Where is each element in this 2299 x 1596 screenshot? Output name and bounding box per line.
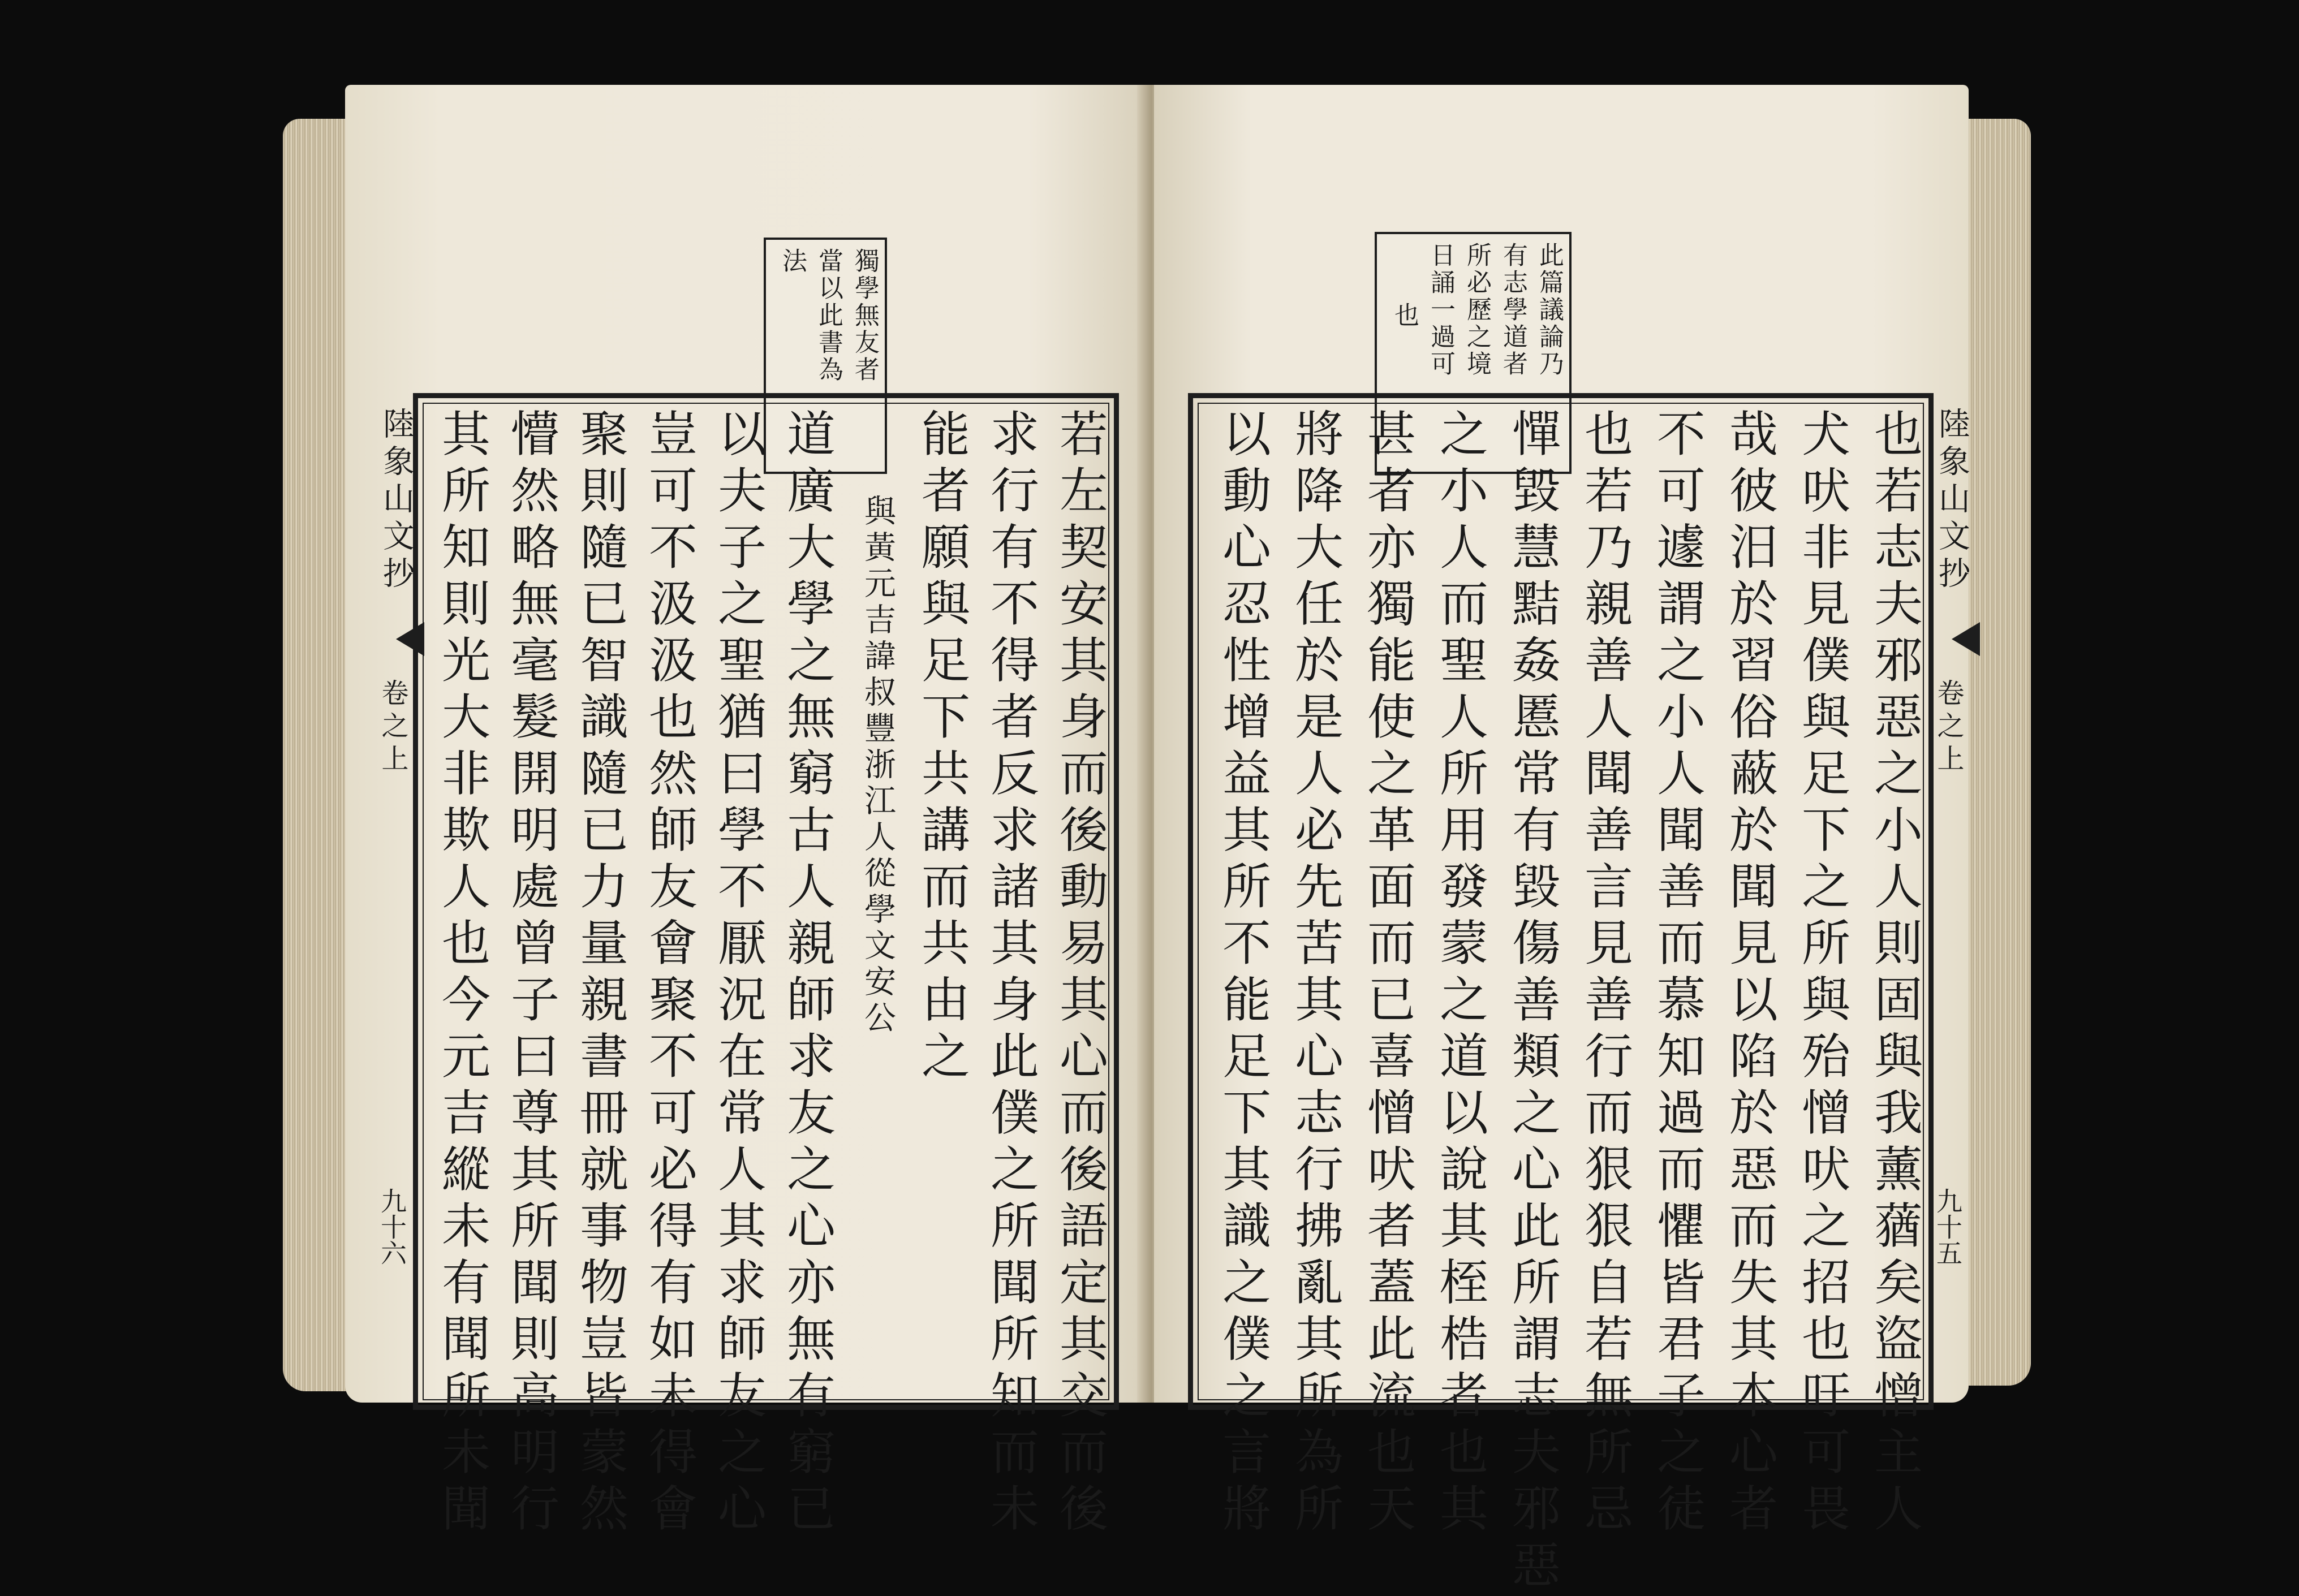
text-column-heading: 與黃元吉諱叔豐浙江人從學文安公 [859,494,896,1037]
text-column: 哉彼汨於習俗蔽於聞見以陷於惡而失其本心者 [1721,408,1777,1539]
note-line: 也 [1390,302,1419,329]
text-column: 憚毀慧黠姦慝常有毀傷善類之心此所謂志夫邪惡 [1504,408,1560,1596]
text-column: 求行有不得者反求諸其身此僕之所聞所知而未 [982,408,1039,1539]
text-column: 其所知則光大非欺人也今元吉縱未有聞所未聞 [433,408,490,1539]
left-banner-volume: 卷之上 [377,679,408,777]
right-banner-volume: 卷之上 [1932,679,1964,777]
right-fish-tail [1923,622,1980,656]
right-text-frame [1188,393,1934,1596]
right-banner-title: 陸象山文抄 [1934,407,1970,594]
page-edges-right [1963,119,2031,1386]
right-page [1154,85,1970,1596]
note-line: 日誦一過可 [1426,242,1455,378]
text-column: 不可遽謂之小人聞善而慕知過而懼皆君子之徒 [1648,408,1705,1539]
note-line: 此篇議論乃 [1535,242,1564,378]
left-text-frame [413,393,1119,1539]
text-column: 豈可不汲汲也然師友會聚不可必得有如未得會 [640,408,697,1539]
text-column: 道廣大學之無窮古人親師求友之心亦無有窮已 [778,408,835,1539]
text-column: 懵然略無毫髮開明處曾子曰尊其所聞則高明行 [502,408,559,1539]
note-line: 有志學道者 [1499,242,1527,378]
text-column: 也若乃親善人聞善言見善行而狠狠自若無所忌 [1576,408,1633,1539]
note-line: 當以此書為 [814,248,843,383]
note-line: 所必歷之境 [1462,242,1491,378]
text-column: 犬吠非見僕與足下之所與殆憎吠之招也吁可畏 [1793,408,1850,1539]
left-banner-title: 陸象山文抄 [378,407,415,594]
text-column: 若左契安其身而後動易其心而後語定其交而後 [1051,408,1108,1539]
note-line: 法 [778,248,807,275]
left-folio: 九十六 [377,1188,407,1266]
text-column: 之小人而聖人所用發蒙之道以說其桎梏者也其 [1431,408,1488,1539]
left-fish-tail [368,622,424,656]
text-column: 以動心忍性增益其所不能足下其識之僕之言將 [1214,408,1271,1539]
note-line: 獨學無友者 [850,248,879,383]
text-column: 以夫子之聖猶曰學不厭況在常人其求師友之心 [709,408,766,1539]
open-book [283,85,2031,1596]
text-column: 甚者亦獨能使之革面而已喜憎吠者蓋此流也天 [1359,408,1415,1539]
text-column: 聚則隨已智識隨已力量親書冊就事物豈皆蒙然 [571,408,628,1539]
left-page [345,85,1148,1539]
text-column: 也若志夫邪惡之小人則固與我薰蕕矣盜憎主人 [1866,408,1922,1539]
text-column: 將降大任於是人必先苦其心志行拂亂其所為所 [1286,408,1343,1539]
right-folio: 九十五 [1932,1188,1963,1266]
text-column: 能者願與足下共講而共由之 [913,408,970,1087]
